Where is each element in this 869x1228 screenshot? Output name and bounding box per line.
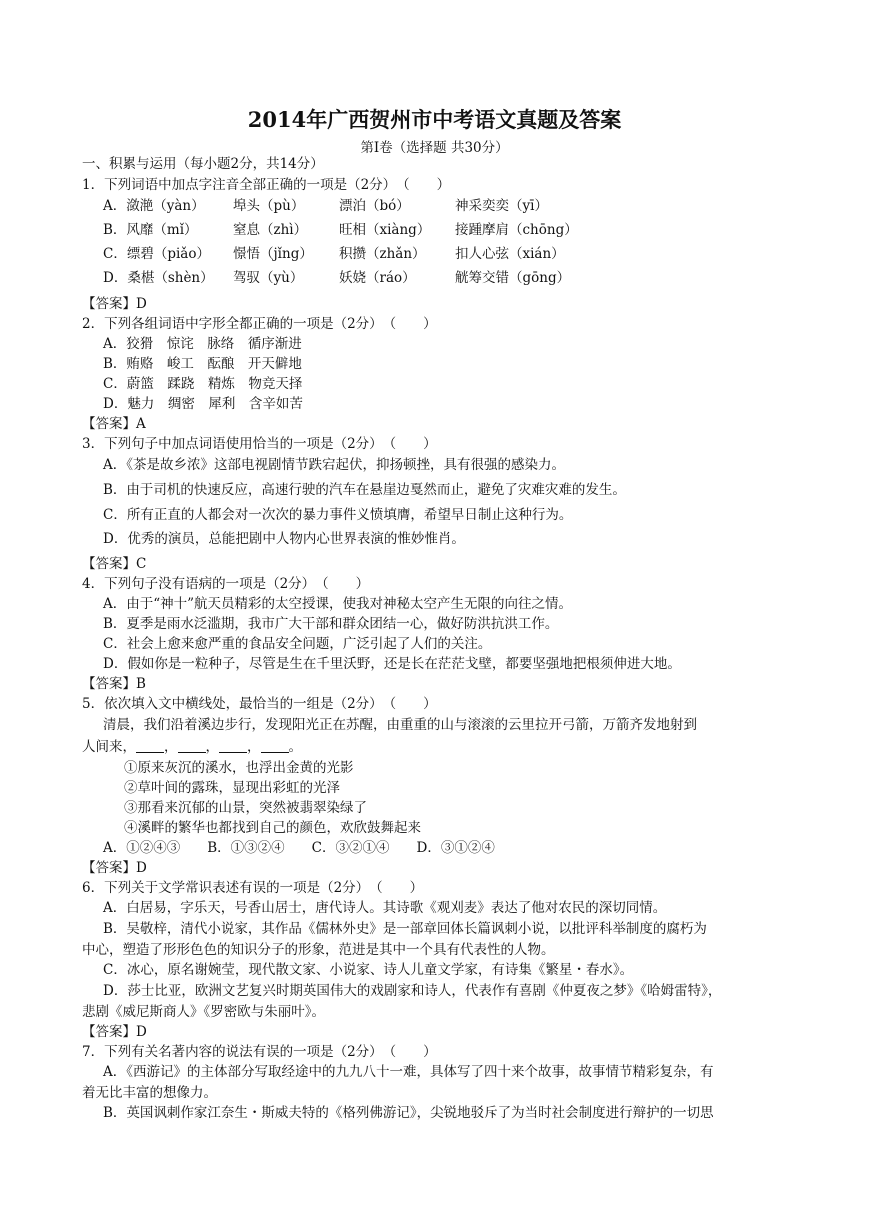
question-7-option-a: A．《西游记》的主体部分写取经途中的九九八十一难，具体写了四十来个故事，故事情节精彩复杂，有 [103,1064,714,1080]
question-6-option-b: B．吴敬梓，清代小说家，其作品《儒林外史》是一部章回体长篇讽刺小说，以批评科举制度的腐朽为 [103,921,707,937]
question-4-option-d: D．假如你是一粒种子，尽管是生在千里沃野，还是长在茫茫戈壁，都要坚强地把根须伸进大地。 [103,656,681,672]
question-4-option-a: A．由于“神十”航天员精彩的太空授课，使我对神秘太空产生无限的向往之情。 [103,596,573,612]
option-word: 扣人心弦（xián） [455,246,565,262]
option-word: 驾驭（yù） [233,270,304,286]
question-5-option-1: ①原来灰沉的溪水，也浮出金黄的光影 [124,760,354,776]
sentence-end: 。 [288,739,302,755]
question-6-option-d: D．莎士比亚，欧洲文艺复兴时期英国伟大的戏剧家和诗人，代表作有喜剧《仲夏夜之梦》《哈姆雷特》， [103,983,722,999]
question-4-option-b: B．夏季是雨水泛滥期，我市广大干部和群众团结一心，做好防洪抗洪工作。 [103,616,559,632]
page-title: 2014年广西贺州市中考语文真题及答案 [247,107,622,132]
question-6-stem: 6．下列关于文学常识表述有误的一项是（2分） （ ） [82,880,424,896]
question-7-stem: 7．下列有关名著内容的说法有误的一项是（2分） （ ） [82,1044,437,1060]
question-3-option-c: C．所有正直的人都会对一次次的暴力事件义愤填膺，希望早日制止这种行为。 [103,507,573,523]
question-6-option-a: A．白居易，字乐天，号香山居士，唐代诗人。其诗歌《观刈麦》表达了他对农民的深切同情。 [103,900,667,916]
question-7-option-a-cont: 着无比丰富的想像力。 [82,1085,217,1101]
question-5-passage: 清晨，我们沿着溪边步行，发现阳光正在苏醒，由重重的山与滚滚的云里拉开弓箭，万箭齐发地射到 [103,717,697,733]
question-6-answer: 【答案】D [82,1024,147,1040]
blank-separator: ， [205,739,219,755]
question-3-stem: 3．下列句子中加点词语使用恰当的一项是（2分） （ ） [82,436,437,452]
question-3-answer: 【答案】C [82,556,147,572]
option-word: 神采奕奕（yī） [455,198,548,214]
question-1-answer: 【答案】D [82,296,147,312]
question-4-option-c: C．社会上愈来愈严重的食品安全问题，广泛引起了人们的关注。 [103,636,492,652]
question-5-choices: A．①②④③ B．①③②④ C．③②①④ D．③①②④ [103,840,495,856]
question-4-stem: 4．下列句子没有语病的一项是（2分） （ ） [82,576,370,592]
option-word: 旺相（xiàng） [339,222,431,238]
question-5-option-3: ③那看来沉郁的山景，突然被翡翠染绿了 [124,800,367,816]
question-2-option-a: A．狡猾 惊诧 脉络 循序渐进 [103,336,302,352]
question-6-option-c: C．冰心，原名谢婉莹，现代散文家、小说家、诗人儿童文学家，有诗集《繁星・春水》。 [103,962,634,978]
question-5-stem: 5．依次填入文中横线处，最恰当的一组是（2分） （ ） [82,696,437,712]
question-6-option-d-cont: 悲剧《威尼斯商人》《罗密欧与朱丽叶》。 [82,1004,325,1020]
option-word: 积攒（zhǎn） [339,246,426,262]
passage-text: 人间来， [82,739,136,755]
fill-blank-1 [136,738,164,753]
blank-separator: ， [164,739,178,755]
option-word: D．桑椹（shèn） [103,270,214,286]
question-2-option-d: D．魅力 绸密 犀利 含辛如苦 [103,396,303,412]
question-2-option-b: B．贿赂 峻工 酝酿 开天僻地 [103,356,302,372]
question-5-option-4: ④溪畔的繁华也都找到自己的颜色，欢欣鼓舞起来 [124,820,421,836]
question-2-stem: 2．下列各组词语中字形全都正确的一项是（2分） （ ） [82,316,437,332]
question-6-option-b-cont: 中心，塑造了形形色色的知识分子的形象，范进是其中一个具有代表性的人物。 [82,942,555,958]
blank-separator: ， [247,739,261,755]
question-5-answer: 【答案】D [82,860,147,876]
option-word: 觥筹交错（gōng） [455,270,571,286]
option-word: 妖娆（ráo） [339,270,416,286]
option-word: 接踵摩肩（chōng） [455,222,578,238]
question-5-option-2: ②草叶间的露珠，显现出彩虹的光泽 [124,780,340,796]
question-2-answer: 【答案】A [82,416,146,432]
page-subtitle: 第Ⅰ卷（选择题 共30分） [360,140,509,156]
question-3-option-d: D．优秀的演员，总能把剧中人物内心世界表演的惟妙惟肖。 [103,531,465,547]
fill-blank-2 [178,738,206,753]
question-5-passage-cont [82,738,302,756]
question-1-stem: 1．下列词语中加点字注音全部正确的一项是（2分） （ ） [82,177,451,193]
option-word: 窒息（zhì） [233,222,308,238]
option-word: 埠头（pù） [233,198,305,214]
option-word: C．缥碧（piǎo） [103,246,210,262]
question-7-option-b: B．英国讽刺作家江奈生・斯威夫特的《格列佛游记》，尖锐地驳斥了为当时社会制度进行辩护的一切思 [103,1105,714,1121]
fill-blank-4 [261,738,289,753]
question-4-answer: 【答案】B [82,676,146,692]
fill-blank-3 [219,738,247,753]
option-word: A．潋滟（yàn） [103,198,205,214]
option-word: 憬悟（jǐng） [233,246,313,262]
option-word: 漂泊（bó） [339,198,410,214]
section-heading: 一、积累与运用（每小题2分，共14分） [82,156,324,172]
option-word: B．风靡（mǐ） [103,222,198,238]
question-2-option-c: C．蔚篮 蹂跷 精炼 物竞天择 [103,376,303,392]
question-3-option-b: B．由于司机的快速反应，高速行驶的汽车在悬崖边戛然而止，避免了灾难灾难的发生。 [103,482,626,498]
question-3-option-a: A．《茶是故乡浓》这部电视剧情节跌宕起伏，抑扬顿挫，具有很强的感染力。 [103,457,565,473]
